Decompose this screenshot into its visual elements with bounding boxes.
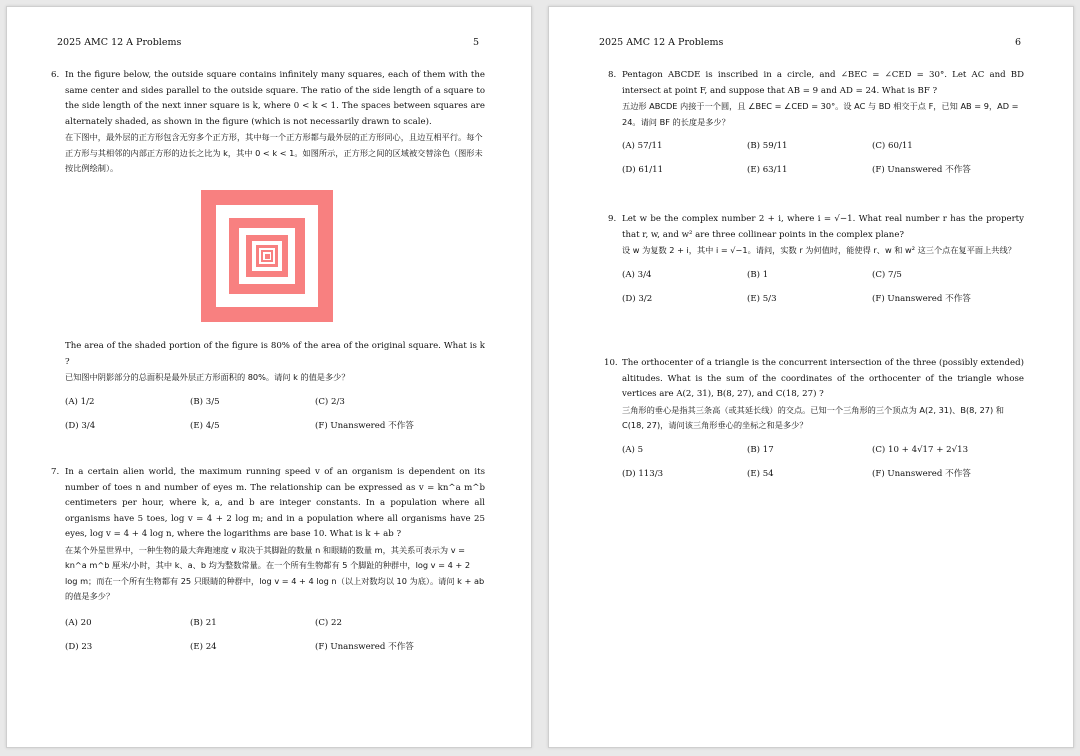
choice-e[interactable]: (E) 5/3 — [747, 293, 777, 304]
choice-c[interactable]: (C) 60/11 — [872, 141, 913, 152]
question-zh: 已知图中阴影部分的总面积是最外层正方形面积的 80%。请问 k 的值是多少？ — [65, 372, 350, 382]
page-6 — [548, 6, 1074, 748]
choice-d[interactable]: (D) 61/11 — [622, 165, 664, 176]
choice-d[interactable]: (D) 3/2 — [622, 293, 653, 304]
choice-d[interactable]: (D) 23 — [65, 641, 93, 652]
problem-number: 7. — [51, 467, 60, 477]
choice-a[interactable]: (A) 20 — [65, 617, 92, 628]
problem-number: 9. — [608, 214, 617, 224]
problem-text-en: Pentagon ABCDE is inscribed in a circle, and ∠BEC = ∠CED = 30°. Let AC and BD intersect at point F, and suppose that AB = 9 and AD = 24. What is BF ? — [622, 70, 1024, 96]
choice-e[interactable]: (E) 4/5 — [190, 420, 220, 431]
choice-b[interactable]: (B) 59/11 — [747, 141, 788, 152]
question-en: The area of the shaded portion of the figure is 80% of the area of the original square. What is k ? — [65, 341, 485, 367]
choice-b[interactable]: (B) 1 — [747, 269, 769, 280]
problem-10 — [604, 356, 1024, 484]
choice-b[interactable]: (B) 3/5 — [190, 396, 220, 407]
choice-c[interactable]: (C) 10 + 4√17 + 2√13 — [872, 444, 969, 455]
nested-squares-figure — [201, 190, 333, 322]
page-number: 5 — [472, 37, 479, 48]
problem-text-en: In a certain alien world, the maximum running speed v of an organism is dependent on its number of toes n and number of eyes m. The relationship can be expressed as v = kn^a m^b centimeters per hour, where k, a, and b are integer constants. In a population where all organisms have 5 toes, log v = 4 + 2 log m; and in a population where all organisms have 25 eyes, log v = 4 + 4 log n, where the logarithms are base 10. What is k + ab ? — [65, 467, 485, 539]
square-shaded — [265, 254, 270, 259]
answer-choices — [622, 138, 1024, 180]
problem-text-zh: 在下图中，最外层的正方形包含无穷多个正方形，其中每一个正方形都与最外层的正方形同心，且边互相平行。每个正方形与其相邻的内部正方形的边长之比为 k，其中 0 < k < 1。如图所示，正方形之间的区域被交替涂色（图形未按比例绘制）。 — [65, 132, 483, 173]
choice-c[interactable]: (C) 2/3 — [315, 396, 345, 407]
problem-number: 8. — [608, 70, 617, 80]
choice-d[interactable]: (D) 3/4 — [65, 420, 96, 431]
choice-e[interactable]: (E) 63/11 — [747, 165, 788, 176]
answer-choices — [65, 394, 485, 436]
problem-number: 6. — [51, 70, 60, 80]
problem-text-zh: 五边形 ABCDE 内接于一个圆，且 ∠BEC = ∠CED = 30°。设 AC 与 BD 相交于点 F，已知 AB = 9，AD = 24。请问 BF 的长度是多少？ — [622, 101, 1019, 127]
choice-a[interactable]: (A) 3/4 — [622, 269, 652, 280]
problem-7 — [51, 465, 485, 657]
choice-f[interactable]: (F) Unanswered 不作答 — [872, 468, 971, 479]
problem-6-question — [65, 339, 485, 436]
problem-text-zh: 在某个外星世界中，一种生物的最大奔跑速度 v 取决于其脚趾的数量 n 和眼睛的数量 m，其关系可表示为 v = kn^a m^b 厘米/小时，其中 k、a、b 均为整数常量。在一个所有生物都有 5 个脚趾的种群中，log v = 4 + 2 log m；而在一个所有生物都有 25 只眼睛的种群中，log v = 4 + 4 log n（以上对数均以 10 为底）。请问 k + ab 的值是多少？ — [65, 544, 485, 601]
page-number: 6 — [1014, 37, 1021, 48]
choice-f[interactable]: (F) Unanswered 不作答 — [315, 641, 414, 652]
page-header — [57, 37, 479, 48]
page-header — [599, 37, 1021, 48]
header-title: 2025 AMC 12 A Problems — [57, 37, 182, 48]
choice-a[interactable]: (A) 1/2 — [65, 396, 95, 407]
choice-e[interactable]: (E) 54 — [747, 468, 774, 479]
page-5 — [6, 6, 532, 748]
problem-9 — [608, 212, 1024, 309]
choice-f[interactable]: (F) Unanswered 不作答 — [315, 420, 414, 431]
problem-6 — [51, 68, 485, 177]
choice-b[interactable]: (B) 21 — [190, 617, 217, 628]
answer-choices — [65, 615, 485, 657]
choice-f[interactable]: (F) Unanswered 不作答 — [872, 293, 971, 304]
choice-b[interactable]: (B) 17 — [747, 444, 774, 455]
problem-text-en: Let w be the complex number 2 + i, where i = √−1. What real number r has the property that r, w, and w² are three collinear points in the complex plane? — [622, 214, 1024, 240]
problem-number: 10. — [604, 358, 618, 368]
problem-text-zh: 三角形的垂心是指其三条高（或其延长线）的交点。已知一个三角形的三个顶点为 A(2, 31)、B(8, 27) 和 C(18, 27)，请问该三角形垂心的坐标之和是多少？ — [622, 404, 1004, 430]
answer-choices — [622, 442, 1024, 484]
problem-text-en: The orthocenter of a triangle is the concurrent intersection of the three (possibly extended) altitudes. What is the sum of the coordinates of the orthocenter of the triangle whose vertices are A(2, 31), B(8, 27), and C(18, 27) ? — [622, 358, 1024, 399]
choice-d[interactable]: (D) 113/3 — [622, 468, 664, 479]
choice-c[interactable]: (C) 7/5 — [872, 269, 902, 280]
choice-f[interactable]: (F) Unanswered 不作答 — [872, 165, 971, 176]
problem-text-zh: 设 w 为复数 2 + i，其中 i = √−1。请问，实数 r 为何值时，能使得 r、w 和 w² 这三个点在复平面上共线？ — [622, 245, 1016, 255]
choice-a[interactable]: (A) 5 — [622, 444, 644, 455]
choice-c[interactable]: (C) 22 — [315, 617, 342, 628]
problem-8 — [608, 68, 1024, 180]
choice-a[interactable]: (A) 57/11 — [622, 141, 663, 152]
header-title: 2025 AMC 12 A Problems — [599, 37, 724, 48]
problem-text-en: In the figure below, the outside square contains infinitely many squares, each of them with the same center and sides parallel to the outside square. The ratio of the side length of a square to the side length of the next inner square is k, where 0 < k < 1. The spaces between squares are alternately shaded, as shown in the figure (which is not necessarily drawn to scale). — [65, 70, 485, 127]
answer-choices — [622, 267, 1024, 309]
choice-e[interactable]: (E) 24 — [190, 641, 217, 652]
